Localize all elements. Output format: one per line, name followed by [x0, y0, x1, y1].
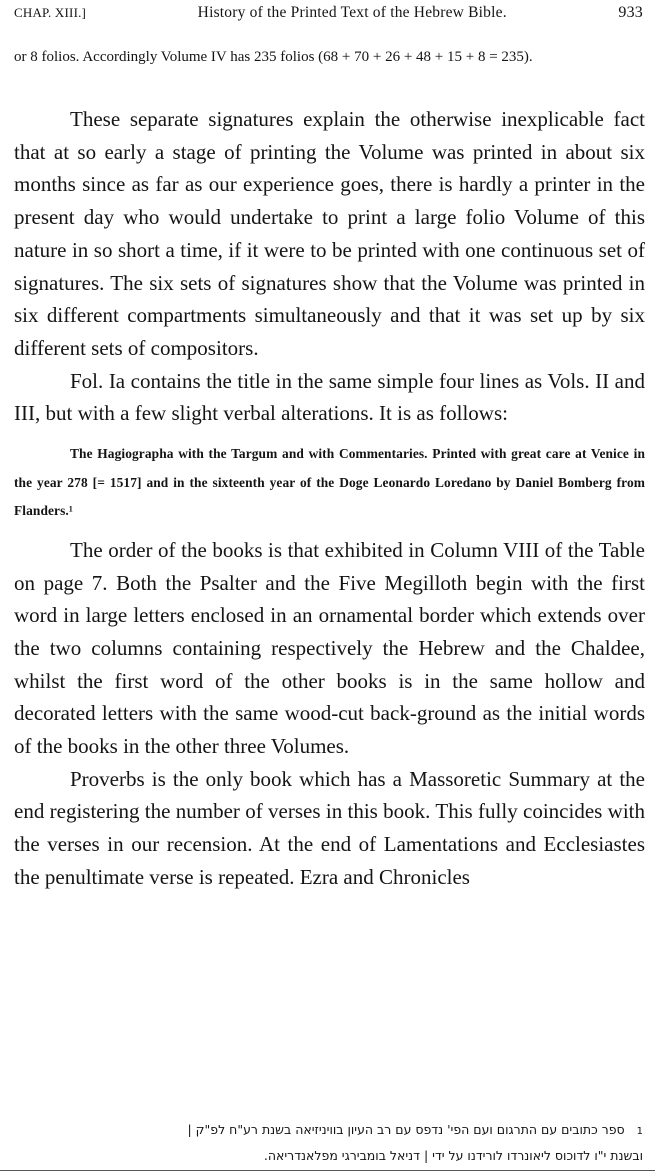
chapter-label: CHAP. XIII.] — [14, 5, 87, 20]
quotation-text: The Hagiographa with the Targum and with Commentaries. Printed with great care at Venice in the year 278 [= 1517] and in the sixteenth year of the Doge Leonardo Loredano by Daniel Bomberg from Flanders.¹ — [14, 446, 645, 519]
paragraph-signatures: These separate signatures explain the otherwise inexplicable fact that at so early a stage of printing the Volume was printed in about six months since as far as our experience goes, there is hardly a printer in the present day who would undertake to print a large folio Volume of this nature in so short a time, if it were to be printed with one continuous set of signatures. The six sets of signatures show that the Volume was printed in six different compartments simultaneously and that it was set up by six different sets of compositors. — [14, 107, 645, 360]
footnote-line-1 — [14, 1118, 643, 1144]
paragraph-title-page: Fol. Ia contains the title in the same simple four lines as Vols. II and III, but with a few slight verbal alterations. It is as follows: — [14, 368, 645, 426]
paragraph-proverbs: Proverbs is the only book which has a Massoretic Summary at the end registering the number of verses in this book. This fully coincides with the verses in our recension. At the end of Lamentations and Ecclesiastes the penultimate verse is repeated. Ezra and Chronicles — [14, 766, 645, 889]
running-header — [14, 4, 643, 28]
footnote-line-2: ובשנת י"ו לדוכוס ליאונרדו לורידנו על ידי | דניאל בומבירגי מפלאנדריאה. — [263, 1148, 643, 1163]
continued-text: or 8 folios. Accordingly Volume IV has 235 folios (68 + 70 + 26 + 48 + 15 + 8 = 235). — [14, 49, 533, 65]
title-quotation — [14, 440, 645, 526]
footnote-line-1-text: ספר כתובים עם התרגום ועם הפי' נדפס עם רב העיון בוויניזיאה בשנת רע"ח לפ"ק | — [187, 1122, 625, 1137]
paragraph-book-order: The order of the books is that exhibited in Column VIII of the Table on page 7. Both the Psalter and the Five Megilloth begin with the first word in large letters enclosed in an ornamental border which extends over the two columns containing respectively the Hebrew and the Chaldee, whilst the first word of the other books is in the same hollow and decorated letters with the same wood-cut back-ground as the initial words of the books in the other three Volumes. — [14, 537, 645, 759]
bottom-rule — [0, 1170, 655, 1171]
main-text — [14, 103, 645, 894]
hebrew-footnote — [14, 1118, 643, 1168]
running-title: History of the Printed Text of the Hebrew Bible. — [197, 4, 507, 21]
page-number: 933 — [618, 4, 643, 21]
footnote-mark: 1 — [636, 1126, 643, 1137]
